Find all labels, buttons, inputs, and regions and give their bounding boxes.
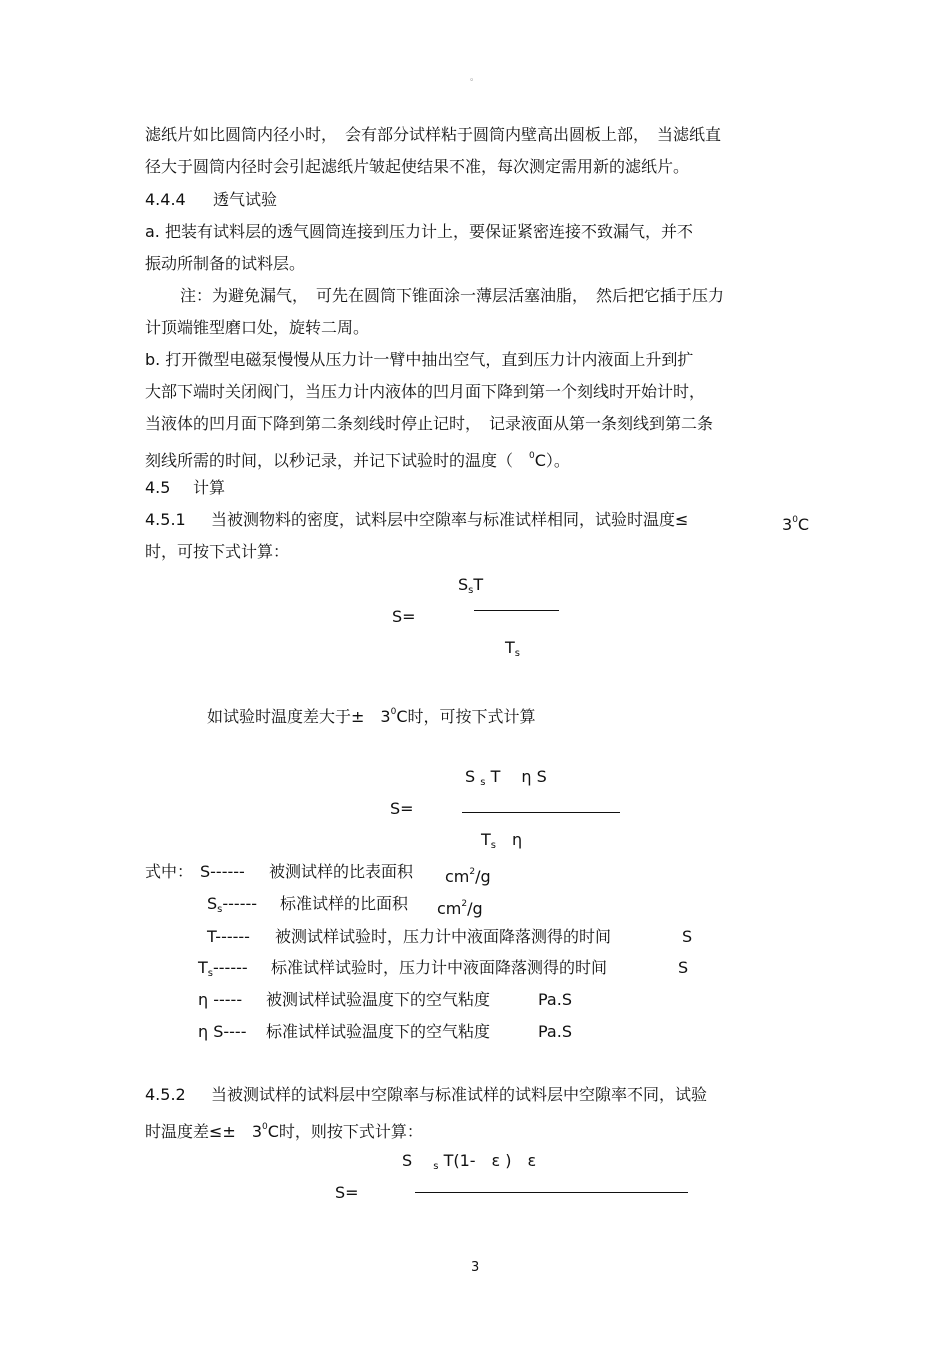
subscript: s bbox=[490, 840, 496, 851]
text: S bbox=[207, 894, 218, 913]
superscript: 0 bbox=[792, 515, 798, 525]
text: /g bbox=[475, 867, 491, 886]
text: T(1- ε ) ε bbox=[443, 1151, 537, 1170]
legend-symbol bbox=[198, 958, 248, 984]
item-a-line: a. 把装有试料层的透气圆筒连接到压力计上，要保证紧密连接不致漏气，并不 bbox=[145, 222, 693, 241]
section-title-4-5: 计算 bbox=[193, 478, 226, 497]
formula1-fraction-bar bbox=[474, 610, 559, 611]
text: ------ bbox=[213, 958, 248, 977]
item-b-line: 大部下端时关闭阀门，当压力计内液体的凹月面下降到第一个刻线时开始计时， bbox=[145, 382, 706, 401]
legend-unit: S bbox=[682, 927, 693, 946]
legend-unit: Pa.S bbox=[538, 990, 572, 1009]
text: T η S bbox=[490, 767, 547, 786]
section-number-4-4-4: 4.4.4 bbox=[145, 190, 186, 209]
subscript: s bbox=[480, 777, 486, 788]
formula2-fraction-bar bbox=[462, 812, 620, 813]
subscript: s bbox=[433, 1161, 439, 1172]
text: ------ bbox=[222, 894, 258, 913]
text: η bbox=[496, 830, 523, 849]
formula1-numerator bbox=[458, 575, 483, 601]
paragraph-line bbox=[145, 1117, 423, 1142]
item-b-line bbox=[145, 446, 570, 471]
legend-unit: Pa.S bbox=[538, 1022, 572, 1041]
legend-symbol: T------ bbox=[207, 927, 250, 946]
superscript: 0 bbox=[262, 1122, 268, 1132]
formula3-fraction-bar bbox=[415, 1192, 688, 1193]
legend-unit bbox=[445, 862, 491, 887]
note-line: 计顶端锥型磨口处，旋转二周。 bbox=[145, 318, 370, 337]
text: C bbox=[797, 515, 810, 534]
formula1-denominator bbox=[505, 638, 520, 664]
legend-description: 被测试样试验时，压力计中液面降落测得的时间 bbox=[275, 927, 612, 946]
text: T bbox=[481, 830, 491, 849]
item-b-line: b. 打开微型电磁泵慢慢从压力计一臂中抽出空气，直到压力计内液面上升到扩 bbox=[145, 350, 694, 369]
legend-symbol: S------ bbox=[200, 862, 245, 881]
section-title-4-4-4: 透气试验 bbox=[213, 190, 278, 209]
temperature-value bbox=[782, 510, 809, 535]
legend-unit bbox=[437, 894, 483, 919]
text: T bbox=[473, 575, 484, 594]
subscript: s bbox=[514, 648, 520, 659]
paragraph-line: 径大于圆筒内径时会引起滤纸片皱起使结果不准，每次测定需用新的滤纸片。 bbox=[145, 157, 690, 176]
legend-description: 被测试样试验温度下的空气粘度 bbox=[266, 990, 491, 1009]
formula2-denominator bbox=[481, 830, 522, 856]
legend-symbol: η ----- bbox=[198, 990, 243, 1009]
text: 刻线所需的时间，以秒记录，并记下试验时的温度（ bbox=[145, 451, 530, 470]
text: /g bbox=[467, 899, 483, 918]
subscript: s bbox=[468, 585, 474, 596]
text: 3 bbox=[782, 515, 793, 534]
section-text-4-5-2: 当被测试样的试料层中空隙率与标准试样的试料层中空隙率不同，试验 bbox=[211, 1085, 708, 1104]
legend-description: 标准试样的比面积 bbox=[280, 894, 409, 913]
legend-description: 被测试样的比表面积 bbox=[269, 862, 414, 881]
legend-symbol: η S---- bbox=[198, 1022, 247, 1041]
formula1-lhs: S= bbox=[392, 607, 416, 626]
legend-description: 标准试样试验温度下的空气粘度 bbox=[266, 1022, 491, 1041]
condition-line bbox=[207, 702, 536, 727]
text: C时，则按下式计算： bbox=[267, 1122, 423, 1141]
text: C）。 bbox=[534, 451, 570, 470]
text: C时，可按下式计算 bbox=[396, 707, 536, 726]
legend-symbol bbox=[207, 894, 257, 920]
section-number-4-5: 4.5 bbox=[145, 478, 171, 497]
legend-prefix: 式中： bbox=[145, 862, 194, 881]
text: S bbox=[402, 1151, 413, 1170]
subscript: s bbox=[217, 904, 223, 915]
formula2-numerator bbox=[465, 767, 547, 793]
superscript: 0 bbox=[390, 707, 397, 717]
section-text-4-5-1: 当被测物料的密度，试料层中空隙率与标准试样相同，试验时温度≤ bbox=[211, 510, 689, 529]
formula3-numerator bbox=[402, 1151, 536, 1177]
text: cm bbox=[437, 899, 462, 918]
legend-description: 标准试样试验时，压力计中液面降落测得的时间 bbox=[271, 958, 608, 977]
page-number: 3 bbox=[471, 1260, 480, 1275]
superscript: 0 bbox=[529, 451, 535, 461]
item-a-line: 振动所制备的试料层。 bbox=[145, 254, 306, 273]
superscript: 2 bbox=[469, 867, 476, 877]
superscript: 2 bbox=[461, 899, 468, 909]
section-number-4-5-2: 4.5.2 bbox=[145, 1085, 186, 1104]
note-line: 注：为避免漏气， 可先在圆筒下锥面涂一薄层活塞油脂， 然后把它插于压力 bbox=[180, 286, 725, 305]
text: S bbox=[458, 575, 469, 594]
text: S bbox=[465, 767, 476, 786]
formula2-lhs: S= bbox=[390, 799, 414, 818]
header-mark: 。 bbox=[470, 73, 480, 83]
subscript: s bbox=[207, 968, 213, 979]
paragraph-line: 时，可按下式计算： bbox=[145, 542, 290, 561]
text: cm bbox=[445, 867, 470, 886]
text: 时温度差≤± 3 bbox=[145, 1122, 262, 1141]
formula3-lhs: S= bbox=[335, 1183, 359, 1202]
text: T bbox=[198, 958, 208, 977]
text: T bbox=[505, 638, 515, 657]
paragraph-line: 滤纸片如比圆筒内径小时， 会有部分试样粘于圆筒内壁高出圆板上部， 当滤纸直 bbox=[145, 125, 722, 144]
legend-unit: S bbox=[678, 958, 689, 977]
section-number-4-5-1: 4.5.1 bbox=[145, 510, 186, 529]
text: 如试验时温度差大于± 3 bbox=[207, 707, 391, 726]
item-b-line: 当液体的凹月面下降到第二条刻线时停止记时， 记录液面从第一条刻线到第二条 bbox=[145, 414, 714, 433]
